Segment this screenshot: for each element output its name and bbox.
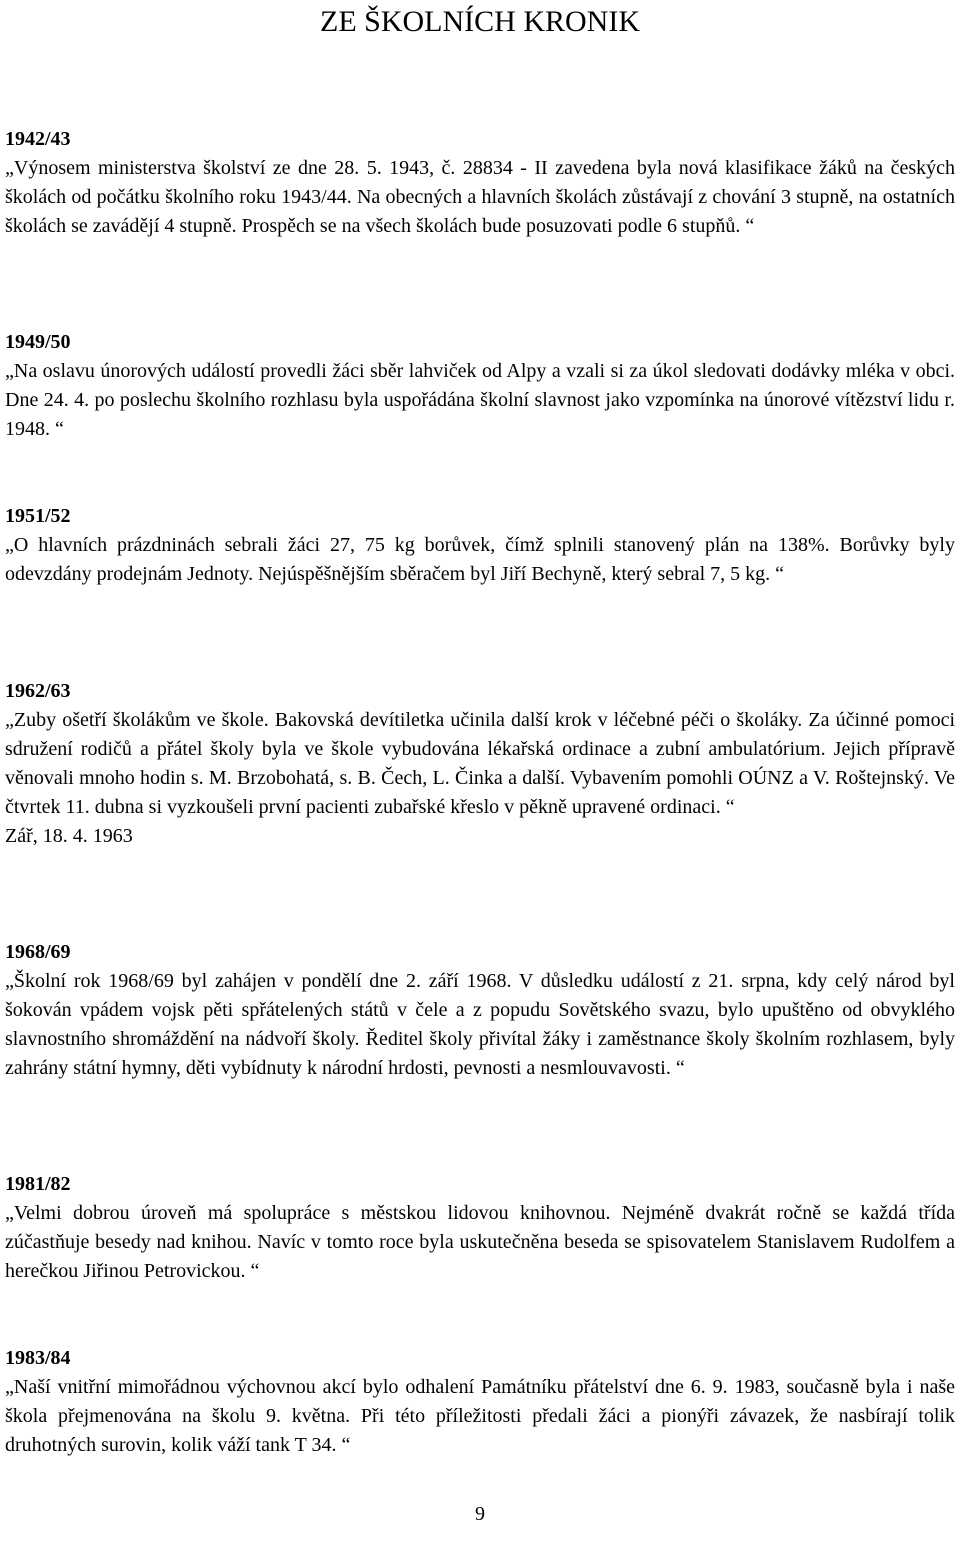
entry-year: 1968/69: [5, 941, 71, 963]
chronicle-entry-1968-69: [5, 938, 955, 1083]
chronicle-entry-1981-82: [5, 1170, 955, 1286]
page-number: 9: [475, 1503, 485, 1525]
entry-signature: Zář, 18. 4. 1963: [5, 825, 133, 847]
entry-year: 1981/82: [5, 1173, 71, 1195]
chronicle-entry-1949-50: [5, 328, 955, 444]
entry-text: „Zuby ošetří školákům ve škole. Bakovská devítiletka učinila další krok v léčebné péči o školáky. Za účinné pomoci sdružení rodičů a přátel školy byla ve škole vybudována lékařská ordinace a zubní ambulatórium. Jejich přípravě věnovali mnoho hodin s. M. Brzobohatá, s. B. Čech, L. Činka a další. Vybavením pomohli OÚNZ a V. Roštejnský. Ve čtvrtek 11. dubna si vyzkoušeli první pacienti zubařské křeslo v pěkně upravené ordinaci. “: [5, 709, 955, 818]
entry-text: „Výnosem ministerstva školství ze dne 28. 5. 1943, č. 28834 - II zavedena byla nová klasifikace žáků na českých školách od počátku školního roku 1943/44. Na obecných a hlavních školách zůstávají z chování 3 stupně, na ostatních školách se zavádějí 4 stupně. Prospěch se na všech školách bude posuzovati podle 6 stupňů. “: [5, 157, 955, 237]
entry-year: 1983/84: [5, 1347, 71, 1369]
entry-year: 1962/63: [5, 680, 71, 702]
chronicle-entry-1942-43: [5, 125, 955, 241]
entry-year: 1949/50: [5, 331, 71, 353]
entry-year: 1951/52: [5, 505, 71, 527]
entry-text: „Naší vnitřní mimořádnou výchovnou akcí bylo odhalení Památníku přátelství dne 6. 9. 1983, současně byla i naše škola přejmenována na školu 9. května. Při této příležitosti předali žáci a pionýři závazek, že nasbírají tolik druhotných surovin, kolik váží tank T 34. “: [5, 1376, 955, 1456]
entry-text: „Na oslavu únorových událostí provedli žáci sběr lahviček od Alpy a vzali si za úkol sledovati dodávky mléka v obci. Dne 24. 4. po poslechu školního rozhlasu byla uspořádána školní slavnost jako vzpomínka na únorové vítězství lidu r. 1948. “: [5, 360, 955, 440]
chronicle-entry-1962-63: [5, 677, 955, 851]
entry-text: „O hlavních prázdninách sebrali žáci 27, 75 kg borůvek, čímž splnili stanovený plán na 138%. Borůvky byly odevzdány prodejnám Jednoty. Nejúspěšnějším sběračem byl Jiří Bechyně, který sebral 7, 5 kg. “: [5, 534, 955, 585]
chronicle-entry-1951-52: [5, 502, 955, 589]
entry-text: „Školní rok 1968/69 byl zahájen v pondělí dne 2. září 1968. V důsledku událostí z 21. srpna, kdy celý národ byl šokován vpádem vojsk pěti spřátelených států v čele a z popudu Sovětského svazu, bylo upuštěno od obvyklého slavnostního shromáždění na nádvoří školy. Ředitel školy přivítal žáky i zaměstnance školy školním rozhlasem, byly zahrány státní hymny, děti vybídnuty k národní hrdosti, pevnosti a nesmlouvavosti. “: [5, 970, 955, 1079]
entry-text: „Velmi dobrou úroveň má spolupráce s městskou lidovou knihovnou. Nejméně dvakrát ročně se každá třída zúčastňuje besedy nad knihou. Navíc v tomto roce byla uskutečněna beseda se spisovatelem Stanislavem Rudolfem a herečkou Jiřinou Petrovickou. “: [5, 1202, 955, 1282]
page-title: ZE ŠKOLNÍCH KRONIK: [320, 5, 640, 38]
entry-year: 1942/43: [5, 128, 71, 150]
chronicle-entry-1983-84: [5, 1344, 955, 1460]
